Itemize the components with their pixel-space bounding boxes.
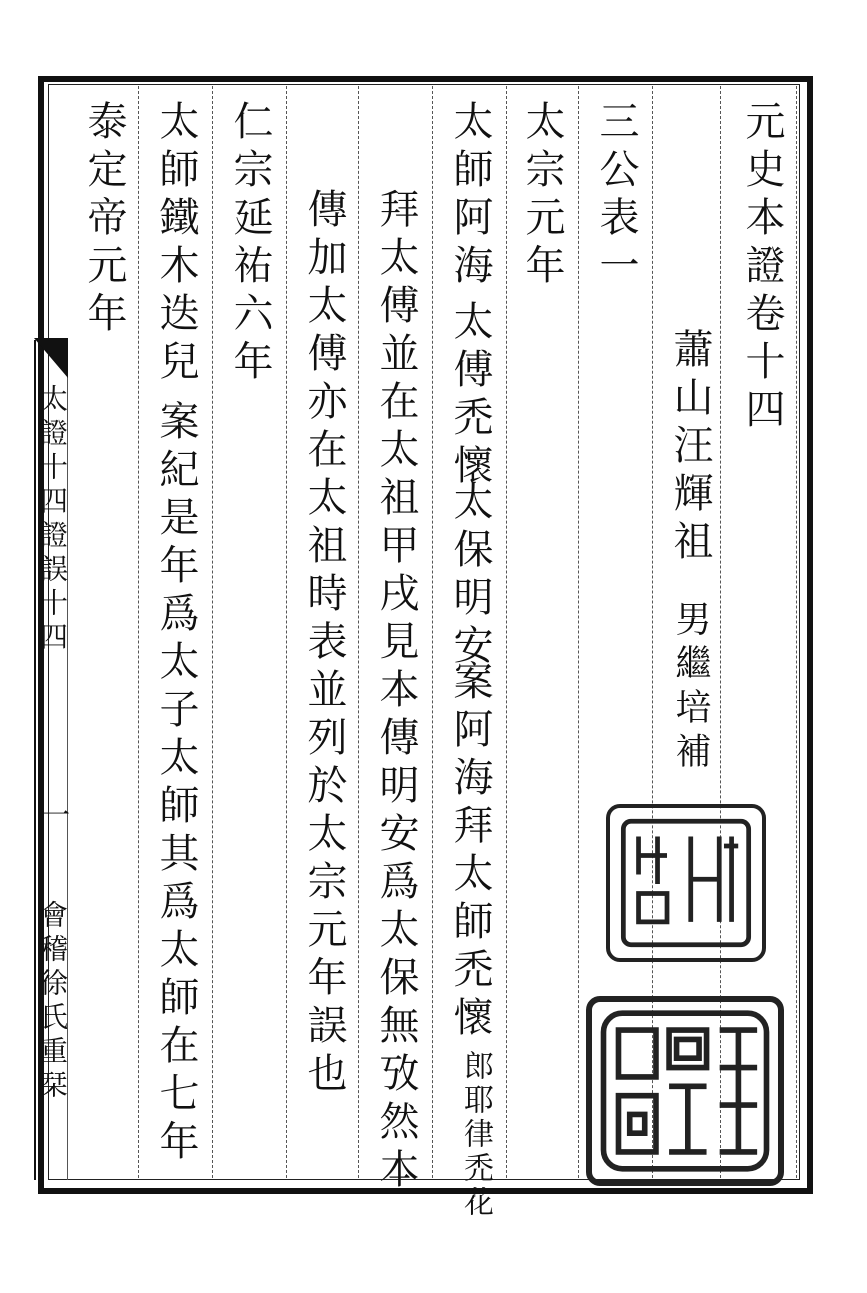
column-divider (286, 86, 287, 1178)
text-column-5: 仁宗延祐六年 (227, 100, 273, 388)
text-column-1: 太宗元年 (519, 100, 565, 292)
author-son: 男繼培補 (670, 600, 711, 776)
text-column-3: 拜太傅並在太祖甲戌見本傳明安爲太保無攷然本 (373, 188, 419, 1196)
text-column-2b: 太傅禿懷 (447, 300, 493, 492)
text-column-6b: 案紀是年爲太子太師其爲太師在七年 (153, 400, 199, 1168)
margin-page-number: 一 (38, 800, 71, 830)
margin-title: 太證十四證誤十四 (36, 384, 69, 656)
library-seal-1 (606, 804, 766, 962)
text-column-2c: 太保明安 (447, 480, 493, 672)
column-divider (432, 86, 433, 1178)
author-name: 蕭山汪輝祖 (667, 328, 713, 568)
column-divider (796, 86, 797, 1178)
column-divider (578, 86, 579, 1178)
text-column-2d: 案阿海拜太師禿懷 (447, 660, 493, 1044)
text-column-2a: 太師阿海 (447, 100, 493, 292)
text-column-4: 傳加太傅亦在太祖時表並列於太宗元年誤也 (301, 188, 347, 1100)
margin-publisher: 會稽徐氏重栞 (36, 900, 69, 1104)
column-divider (506, 86, 507, 1178)
text-column-6a: 太師鐵木迭兒 (153, 100, 199, 388)
volume-title: 元史本證卷十四 (739, 100, 785, 436)
text-column-2e: 郎耶律禿花 (458, 1050, 493, 1220)
text-column-7: 泰定帝元年 (81, 100, 127, 340)
library-seal-2 (586, 996, 784, 1186)
column-divider (138, 86, 139, 1178)
column-divider (212, 86, 213, 1178)
column-divider (358, 86, 359, 1178)
section-title: 三公表一 (593, 100, 639, 292)
